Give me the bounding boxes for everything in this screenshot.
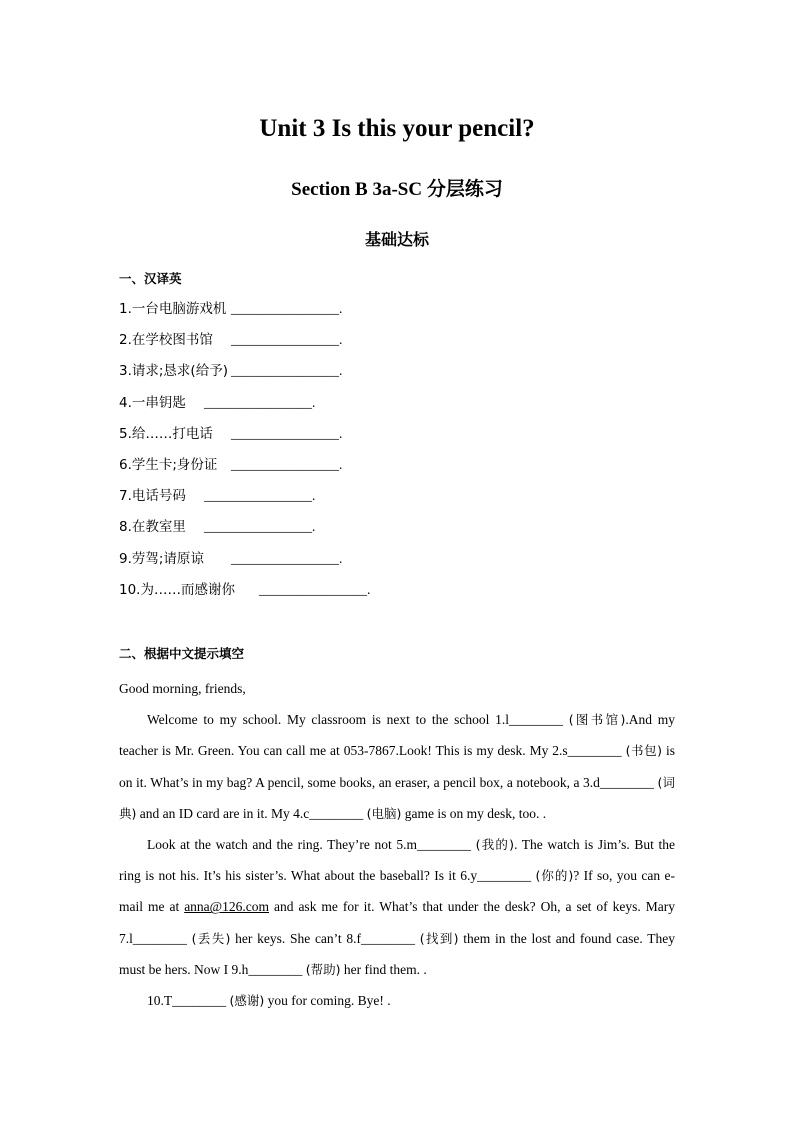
- list-item: [119, 423, 343, 454]
- answer-blank[interactable]: ________________.: [231, 363, 343, 379]
- list-item: [119, 360, 343, 391]
- question-text: 10.为……而感谢你: [119, 581, 235, 598]
- email-link[interactable]: anna@126.com: [184, 899, 269, 915]
- list-item: [119, 485, 316, 516]
- paragraph-1: Welcome to my school. My classroom is next to the school 1.l________ (图书馆).And my teacher is Mr. Green. You can call me at 053-7867.Look! This is my desk. My 2.s________ (书包) is on it. What’s in my bag? A pencil, some books, an eraser, a pencil box, a notebook, a 3.d________ (词典) and an ID card are in it. My 4.c________ (电脑) game is on my desk, too. .: [119, 712, 675, 821]
- list-item: [119, 392, 316, 423]
- list-item: [119, 516, 316, 547]
- list-item: [119, 579, 371, 610]
- answer-blank[interactable]: ________________.: [204, 519, 316, 535]
- question-text: 5.给……打电话: [119, 425, 213, 442]
- question-text: 4.一串钥匙: [119, 394, 186, 411]
- answer-blank[interactable]: ________________.: [204, 488, 316, 504]
- answer-blank[interactable]: ________________.: [231, 550, 343, 566]
- paragraph-2: Look at the watch and the ring. They’re not 5.m________ (我的). The watch is Jim’s. But the ring is not his. It’s his sister’s. What about the baseball? Is it 6.y________ (你的)? If so, you can e-mail me at anna@126.com and ask me for it. What’s that under the desk? Oh, a set of keys. Mary 7.l________ (丢失) her keys. She can’t 8.f________ (找到) them in the lost and found case. They must be hers. Now I 9.h________ (帮助) her find them. .: [119, 837, 675, 977]
- passage: [119, 673, 675, 1016]
- question-text: 1.一台电脑游戏机: [119, 301, 227, 317]
- answer-blank[interactable]: ________________.: [231, 301, 343, 316]
- list-item: [119, 454, 343, 485]
- question-text: 2.在学校图书馆: [119, 332, 213, 349]
- greeting: Good morning, friends,: [119, 681, 246, 696]
- answer-blank[interactable]: ________________.: [231, 332, 343, 348]
- answer-blank[interactable]: ________________.: [231, 425, 343, 441]
- section2-heading: 二、根据中文提示填空: [119, 646, 245, 661]
- vocab-list: [119, 298, 371, 610]
- question-text: 7.电话号码: [119, 488, 186, 505]
- question-text: 9.劳驾;请原谅: [119, 550, 204, 567]
- list-item: [119, 548, 343, 579]
- question-text: 8.在教室里: [119, 519, 186, 536]
- answer-blank[interactable]: ________________.: [231, 456, 343, 472]
- list-item: [119, 298, 343, 329]
- question-text: 6.学生卡;身份证: [119, 456, 218, 473]
- answer-blank[interactable]: ________________.: [204, 394, 316, 410]
- answer-blank[interactable]: ________________.: [259, 581, 371, 597]
- page-title: Unit 3 Is this your pencil?: [259, 115, 535, 142]
- section-subtitle: Section B 3a-SC 分层练习: [291, 179, 503, 200]
- level-heading: 基础达标: [364, 230, 429, 249]
- paragraph-3: 10.T________ (感谢) you for coming. Bye! .: [147, 993, 391, 1009]
- section1-heading: 一、汉译英: [119, 271, 182, 286]
- question-text: 3.请求;恳求(给予): [119, 363, 228, 380]
- list-item: [119, 329, 343, 360]
